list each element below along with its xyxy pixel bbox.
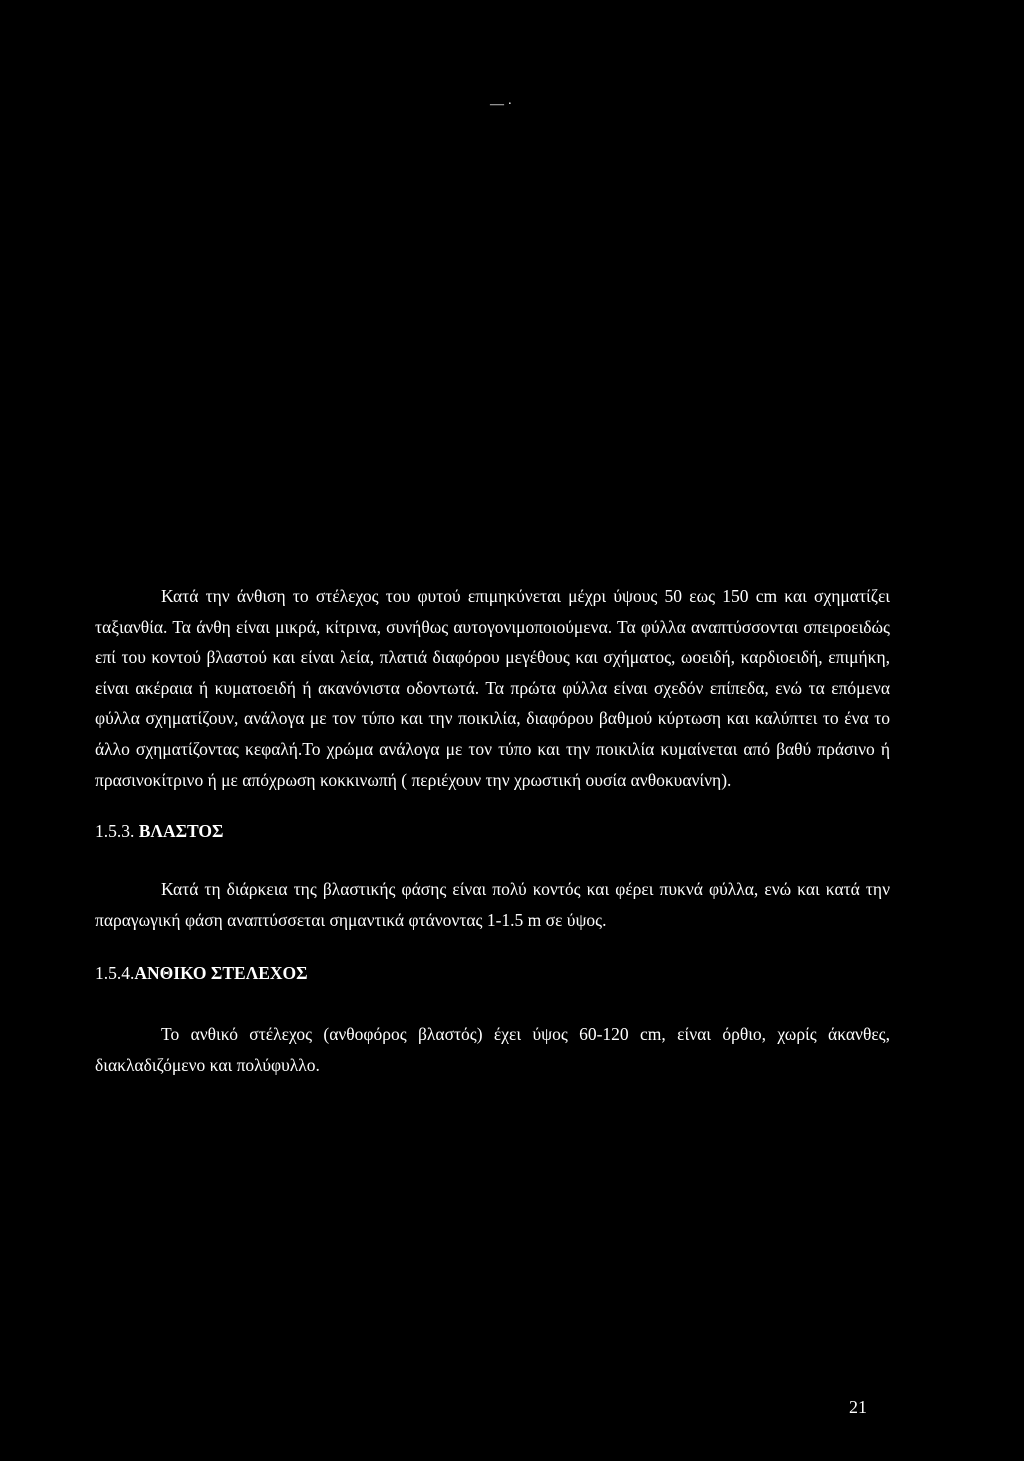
- section-heading-flower-stalk: [95, 960, 890, 986]
- document-body: [95, 581, 890, 1081]
- section-title: ΑΝΘΙΚΟ ΣΤΕΛΕΧΟΣ: [134, 963, 308, 984]
- section-number: 1.5.3.: [95, 821, 135, 842]
- page-number: 21: [849, 1397, 867, 1417]
- top-scan-mark: — ·: [490, 97, 513, 112]
- paragraph-flowering: Κατά την άνθιση το στέλεχος του φυτού επιμηκύνεται μέχρι ύψους 50 εως 150 cm και σχηματίζει ταξιανθία. Τα άνθη είναι μικρά, κίτρινα, συνήθως αυτογονιμοποιούμενα. Τα φύλλα αναπτύσσονται σπειροειδώς επί του κοντού βλαστού και είναι λεία, πλατιά διαφόρου μεγέθους και σχήματος, ωοειδή, καρδιοειδή, επιμήκη, είναι ακέραια ή κυματοειδή ή ακανόνιστα οδοντωτά. Τα πρώτα φύλλα είναι σχεδόν επίπεδα, ενώ τα επόμενα φύλλα σχηματίζουν, ανάλογα με τον τύπο και την ποικιλία, διαφόρου βαθμού κύρτωση και καλύπτει το ένα το άλλο σχηματίζοντας κεφαλή.Το χρώμα ανάλογα με τον τύπο και την ποικιλία κυμαίνεται από βαθύ πράσινο ή πρασινοκίτρινο ή με απόχρωση κοκκινωπή ( περιέχουν την χρωστική ουσία ανθοκυανίνη).: [95, 586, 890, 790]
- paragraph-flower-stalk: Το ανθικό στέλεχος (ανθοφόρος βλαστός) έχει ύψος 60-120 cm, είναι όρθιο, χωρίς άκανθες, διακλαδιζόμενο και πολύφυλλο.: [95, 1024, 890, 1075]
- section-number: 1.5.4.: [95, 963, 135, 984]
- section-title: ΒΛΑΣΤΟΣ: [138, 821, 224, 842]
- paragraph-stem: Κατά τη διάρκεια της βλαστικής φάσης είναι πολύ κοντός και φέρει πυκνά φύλλα, ενώ και κατά την παραγωγική φάση αναπτύσσεται σημαντικά φτάνοντας 1-1.5 m σε ύψος.: [95, 879, 890, 930]
- section-heading-stem: [95, 818, 890, 844]
